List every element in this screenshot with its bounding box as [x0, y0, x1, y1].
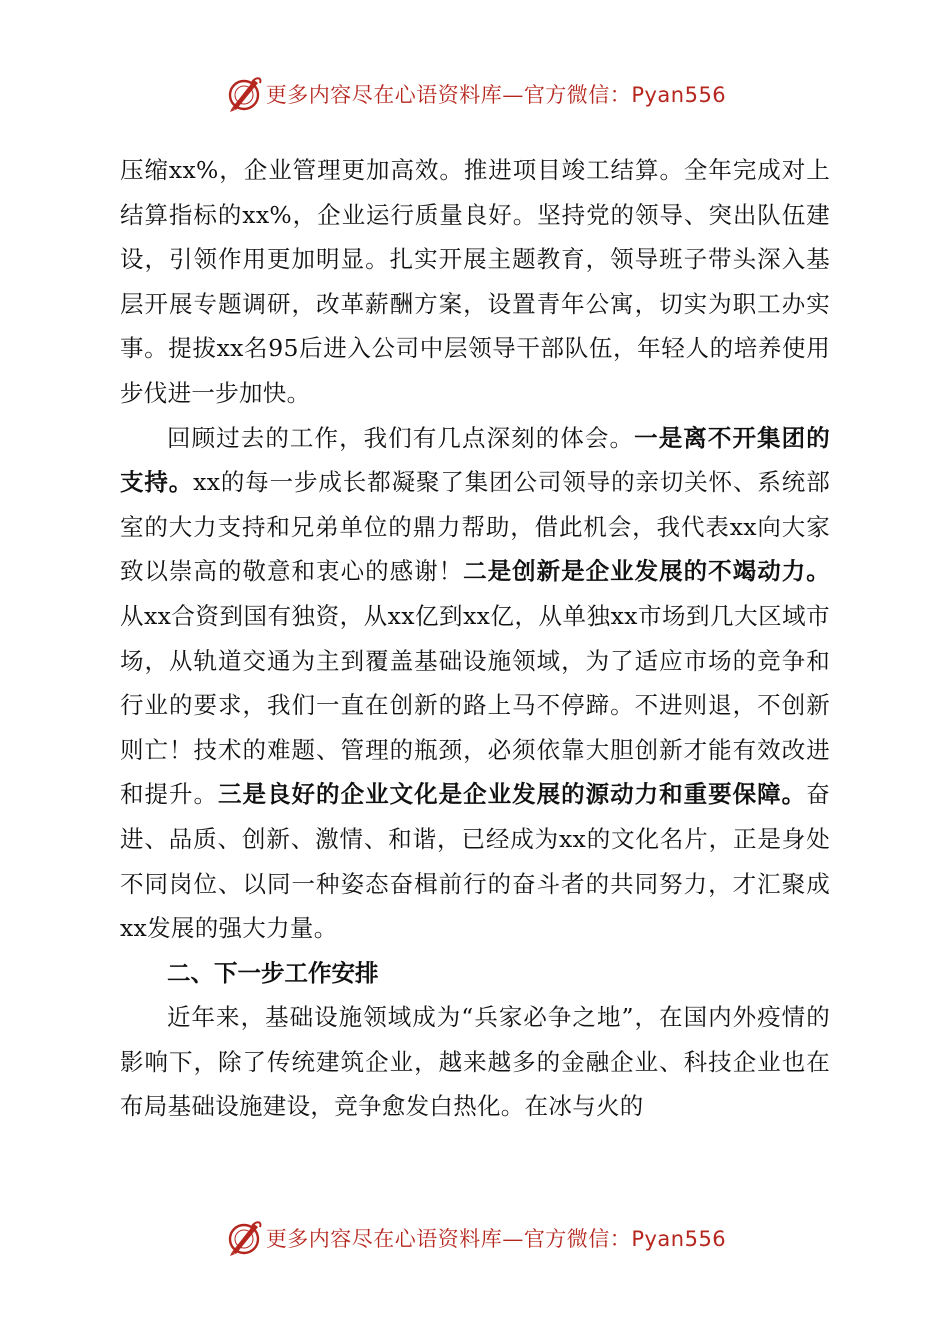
- bold-phrase: 一是离不开集团的支持。: [120, 423, 830, 497]
- text-run: 回顾过去的工作，我们有几点深刻的体会。: [167, 423, 635, 452]
- paragraph-list: [120, 148, 830, 951]
- pen-logo-icon: [224, 1218, 264, 1258]
- paragraph: [120, 148, 830, 416]
- footer-watermark: [0, 1214, 950, 1262]
- watermark-text: 更多内容尽在心语资料库—官方微信：Pyan556: [265, 1227, 727, 1251]
- paragraph: [120, 416, 830, 951]
- text-run: 压缩xx%，企业管理更加高效。推进项目竣工结算。全年完成对上结算指标的xx%，企业运行质量良好。坚持党的领导、突出队伍建设，引领作用更加明显。扎实开展主题教育，领导班子带头深入基层开展专题调研，改革薪酬方案，设置青年公寓，切实为职工办实事。提拔xx名95后进入公司中层领导干部队伍，年轻人的培养使用步伐进一步加快。: [120, 156, 830, 407]
- text-run: 从xx合资到国有独资，从xx亿到xx亿，从单独xx市场到几大区域市场，从轨道交通为主到覆盖基础设施领域，为了适应市场的竞争和行业的要求，我们一直在创新的路上马不停蹄。不进则退，不创新则亡！技术的难题、管理的瓶颈，必须依靠大胆创新才能有效改进和提升。: [120, 601, 830, 809]
- paragraph: 近年来，基础设施领域成为“兵家必争之地”，在国内外疫情的影响下，除了传统建筑企业，越来越多的金融企业、科技企业也在布局基础设施建设，竞争愈发白热化。在冰与火的: [120, 1003, 830, 1121]
- bold-phrase: 三是良好的企业文化是企业发展的源动力和重要保障。: [218, 780, 807, 809]
- text-run: xx的每一步成长都凝聚了集团公司领导的亲切关怀、系统部室的大力支持和兄弟单位的鼎力帮助，借此机会，我代表xx向大家致以崇高的敬意和衷心的感谢！: [120, 468, 830, 586]
- watermark-text: 更多内容尽在心语资料库—官方微信：Pyan556: [265, 83, 727, 107]
- section-heading: 二、下一步工作安排: [167, 958, 379, 987]
- header-watermark: [0, 70, 950, 118]
- document-body: [120, 148, 830, 1129]
- bold-phrase: 二是创新是企业发展的不竭动力。: [463, 557, 831, 586]
- pen-logo-icon: [224, 74, 264, 114]
- text-run: 奋进、品质、创新、激情、和谐，已经成为xx的文化名片，正是身处不同岗位、以同一种姿态奋楫前行的奋斗者的共同努力，才汇聚成xx发展的强大力量。: [120, 780, 830, 943]
